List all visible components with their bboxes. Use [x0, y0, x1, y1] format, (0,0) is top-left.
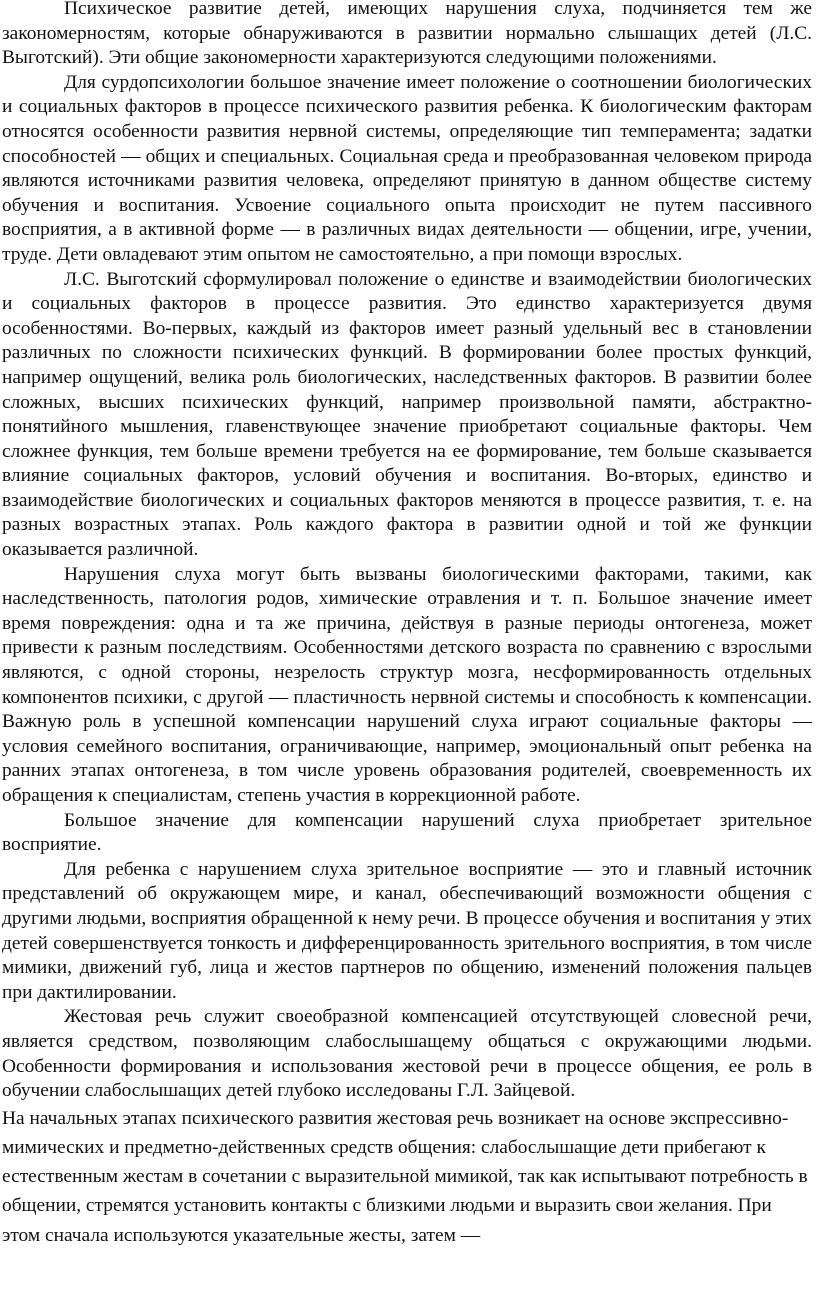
paragraph-biological-social-factors: Для сурдопсихологии большое значение имеет положение о соотношении биологических и социальных факторов в процессе психического развития ребенка. К биологическим факторам относятся особенности развития нервной системы, определяющие тип темперамента; задатки способностей — общих и специальных. Социальная среда и преобразованная человеком природа являются источниками развития человека, определяют принятую в данном обществе систему обучения и воспитания. Усвоение социального опыта происходит не путем пассивного восприятия, а в активной форме — в различных видах деятельности — общении, игре, учении, труде. Дети овладевают этим опытом не самостоятельно, а при помощи взрослых. — [2, 71, 812, 265]
paragraph-sign-language-early-stages: На начальных этапах психического развития жестовая речь возникает на основе экспрессивно-мимических и предметно-действенных средств общения: слабослышащие дети прибегают к естественным жестам в сочетании с выразительной мимикой, так как испытывают потребность в общении, стремятся установить контакты с близкими людьми и выразить свои желания. При этом сначала используются указательные жесты, затем — — [2, 1107, 808, 1246]
paragraph-general-laws: Психическое развитие детей, имеющих нарушения слуха, подчиняется тем же закономерностям, которые обнаруживаются в развитии нормально слышащих детей (Л.С. Выготский). Эти общие закономерности характеризуются следующими положениями. — [2, 0, 812, 69]
paragraph-visual-perception-role: Для ребенка с нарушением слуха зрительное восприятие — это и главный источник представлений об окружающем мире, и канал, обеспечивающий возможности общения с другими людьми, восприятия обращенной к нему речи. В процессе обучения и воспитания у этих детей совершенствуется тонкость и дифференцированность зрительного восприятия, в том числе мимики, движений губ, лица и жестов партнеров по общению, изменений положения пальцев при дактилировании. — [2, 858, 812, 1003]
paragraph-hearing-impairment-causes: Нарушения слуха могут быть вызваны биологическими факторами, такими, как наследственность, патология родов, химические отравления и т. п. Большое значение имеет время повреждения: одна и та же причина, действуя в разные периоды онтогенеза, может привести к разным последствиям. Особенностями детского возраста по сравнению с взрослыми являются, с одной стороны, незрелость структур мозга, несформированность отдельных компонентов психики, с другой — пластичность нервной системы и способность к компенсации. Важную роль в успешной компенсации нарушений слуха играют социальные факторы — условия семейного воспитания, ограничивающие, например, эмоциональный опыт ребенка на ранних этапах онтогенеза, в том числе уровень образования родителей, своевременность их обращения к специалистам, степень участия в коррекционной работе. — [2, 563, 812, 806]
paragraph-visual-perception-importance: Большое значение для компенсации нарушений слуха приобретает зрительное восприятие. — [2, 809, 812, 856]
paragraph-sign-language: Жестовая речь служит своеобразной компенсацией отсутствующей словесной речи, является средством, позволяющим слабослышащему общаться с окружающими людьми. Особенности формирования и использования жестовой речи в процессе общения, ее роль в обучении слабослышащих детей глубоко исследованы Г.Л. Зайцевой. — [2, 1006, 812, 1102]
paragraph-vygotsky-unity: Л.С. Выготский сформулировал положение о единстве и взаимодействии биологических и социальных факторов в процессе развития. Это единство характеризуется двумя особенностями. Во-первых, каждый из факторов имеет разный удельный вес в становлении различных по сложности психических функций. В формировании более простых функций, например ощущений, велика роль биологических, наследственных факторов. В развитии более сложных, высших психических функций, например произвольной памяти, абстрактно-понятийного мышления, главенствующее значение приобретают социальные факторы. Чем сложнее функция, тем больше времени требуется на ее формирование, тем больше сказывается влияние социальных факторов, условий обучения и воспитания. Во-вторых, единство и взаимодействие биологических и социальных факторов меняются в процессе развития, т. е. на разных возрастных этапах. Роль каждого фактора в развитии одной и той же функции оказывается различной. — [2, 268, 812, 561]
